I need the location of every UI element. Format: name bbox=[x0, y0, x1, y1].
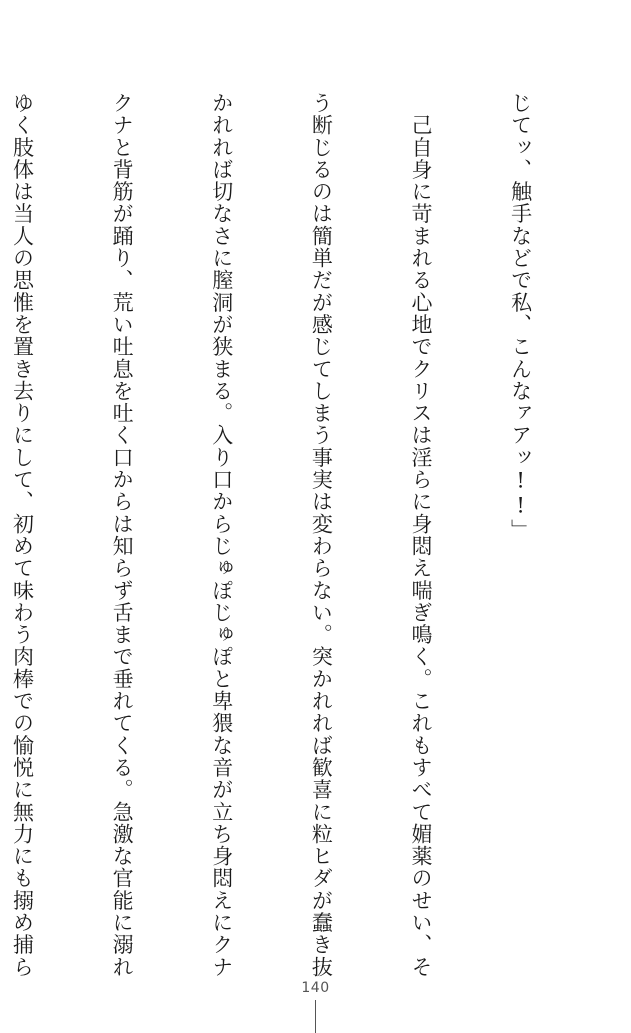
page-number-rule bbox=[315, 1000, 316, 1033]
page-number: 140 bbox=[301, 980, 330, 996]
text-line-4: かれれば切なさに膣洞が狭まる。入り口からじゅぽじゅぽと卑猥な音が立ち身悶えにクナ bbox=[209, 92, 234, 978]
text-line-3: う断じるのは簡単だが感じてしまう事実は変わらない。突かれれば歓喜に粒ヒダが蠢き抜 bbox=[309, 92, 334, 978]
text-line-2: 己自身に苛まれる心地でクリスは淫らに身悶え喘ぎ鳴く。これもすべて媚薬のせい、そ bbox=[408, 92, 433, 978]
vertical-text-body bbox=[10, 92, 603, 978]
text-line-5: クナと背筋が踊り、荒い吐息を吐く口からは知らず舌まで垂れてくる。急激な官能に溺れ bbox=[110, 92, 135, 978]
text-line-6: ゆく肢体は当人の思惟を置き去りにして、初めて味わう肉棒での愉悦に無力にも搦め捕ら bbox=[10, 92, 35, 978]
text-line-1: じてッ、触手などで私、こんなァアッ!!」 bbox=[508, 92, 533, 541]
